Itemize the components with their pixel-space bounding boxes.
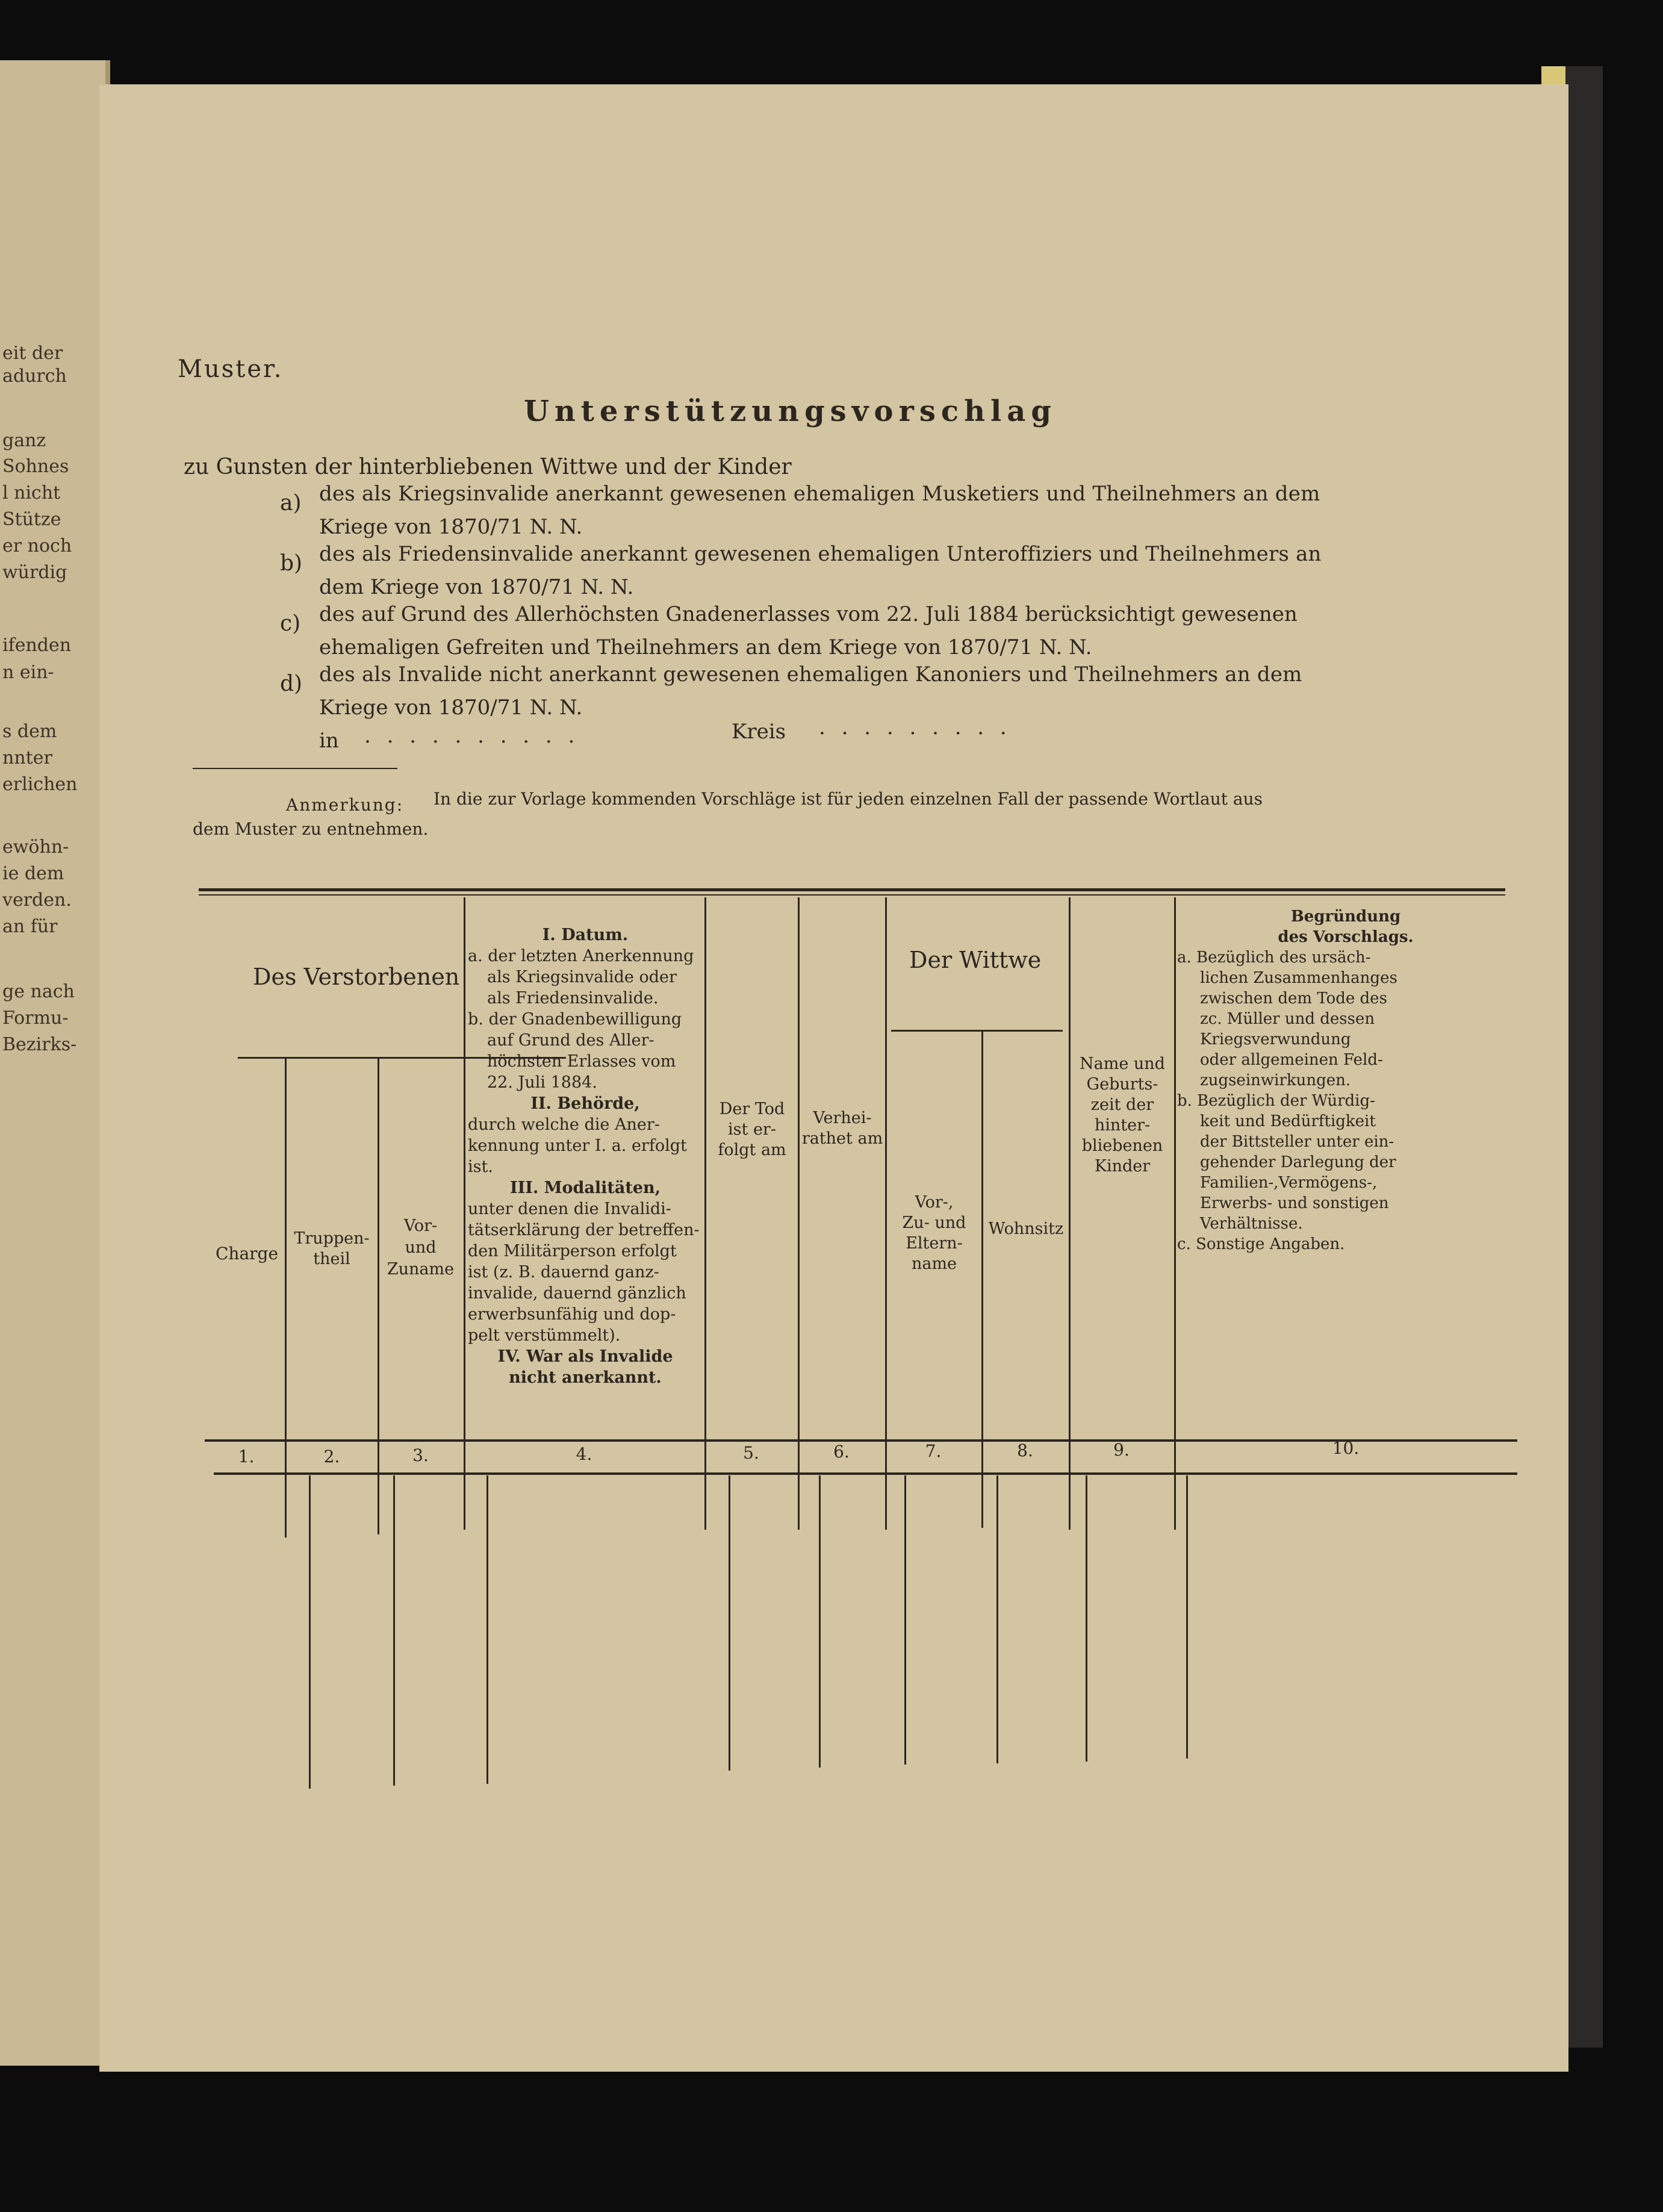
header-line: zugseinwirkungen. — [1200, 1071, 1351, 1089]
body-col-divider — [1086, 1475, 1087, 1762]
item-line: dem Kriege von 1870/71 N. N. — [319, 575, 634, 599]
section-heading: IV. War als Invalide — [497, 1347, 673, 1366]
body-col-divider — [393, 1475, 395, 1786]
left-fragment: nnter — [2, 747, 52, 768]
left-fragment: erlichen — [2, 774, 78, 795]
col-begruendung-header — [1177, 906, 1514, 1254]
left-fragment: eit der — [2, 343, 63, 364]
item-line: Kriege von 1870/71 N. N. — [319, 696, 583, 720]
group-rule-wittwe — [891, 1030, 1063, 1032]
section-heading: nicht anerkannt. — [509, 1368, 662, 1387]
header-line: zwischen dem Tode des — [1200, 989, 1387, 1008]
col-truppentheil-header — [286, 1229, 378, 1270]
header-line: name — [911, 1254, 957, 1273]
header-line: der Bittsteller unter ein- — [1200, 1133, 1394, 1151]
header-line: zeit der — [1090, 1095, 1154, 1114]
note-text: In die zur Vorlage kommenden Vorschläge ist für jeden einzelnen Fall der passende Wortlaut aus — [434, 789, 1263, 809]
item-line: ehemaligen Gefreiten und Theilnehmers an dem Kriege von 1870/71 N. N. — [319, 635, 1092, 659]
left-fragment: ganz — [2, 430, 46, 451]
header-line: höchsten Erlasses vom — [487, 1052, 676, 1071]
left-fragment: er noch — [2, 535, 72, 556]
left-page-edge — [0, 60, 110, 2066]
col-divider — [704, 897, 706, 1530]
left-fragment: Formu- — [2, 1008, 69, 1029]
header-line: folgt am — [718, 1141, 786, 1159]
left-fragment: an für — [2, 916, 58, 937]
document-page — [99, 84, 1568, 2072]
left-fragment: l nicht — [2, 482, 61, 503]
section-heading: Begründung — [1290, 908, 1401, 926]
header-line: bliebenen — [1081, 1136, 1163, 1155]
item-line: des als Invalide nicht anerkannt gewesenen ehemaligen Kanoniers und Theilnehmers an dem — [319, 662, 1302, 687]
table-top-rule — [199, 894, 1505, 896]
header-line: ist. — [468, 1157, 493, 1176]
left-fragment: verden. — [2, 889, 72, 911]
header-line: gehender Darlegung der — [1200, 1153, 1396, 1171]
book-cover-edge — [1565, 66, 1603, 2048]
section-heading: II. Behörde, — [530, 1094, 640, 1113]
body-col-divider — [309, 1475, 311, 1789]
column-number: 2. — [323, 1447, 340, 1466]
header-line: Familien-,Vermögens-, — [1200, 1174, 1378, 1192]
column-number: 6. — [833, 1442, 850, 1462]
col-verheirathet-header — [800, 1108, 885, 1149]
table-top-rule — [199, 888, 1505, 891]
body-col-divider — [819, 1475, 821, 1768]
item-line: des auf Grund des Allerhöchsten Gnadenerlasses vom 22. Juli 1884 berücksichtigt gewesenen — [319, 602, 1298, 626]
col-charge-header: Charge — [215, 1244, 279, 1263]
column-number: 7. — [925, 1441, 942, 1461]
header-line: oder allgemeinen Feld- — [1200, 1051, 1383, 1069]
header-line: c. Sonstige Angaben. — [1177, 1235, 1345, 1253]
body-col-divider — [1186, 1475, 1188, 1759]
header-line: b. Bezüglich der Würdig- — [1177, 1092, 1375, 1110]
left-fragment: ewöhn- — [2, 837, 69, 858]
header-line: lichen Zusammenhanges — [1200, 969, 1397, 987]
header-line: pelt verstümmelt). — [468, 1326, 621, 1345]
header-line: Eltern- — [906, 1234, 963, 1253]
header-line: Verhältnisse. — [1200, 1215, 1303, 1233]
note-text: dem Muster zu entnehmen. — [193, 819, 429, 839]
left-fragment: adurch — [2, 366, 67, 387]
body-col-divider — [486, 1475, 488, 1784]
group-header-verstorbenen: Des Verstorbenen — [253, 964, 460, 990]
header-line: Name und — [1080, 1055, 1165, 1073]
column-number: 3. — [412, 1445, 429, 1465]
col-wohnsitz-header: Wohnsitz — [988, 1220, 1064, 1238]
col-eltern-header — [887, 1192, 981, 1274]
col-divider — [1174, 897, 1176, 1530]
left-fragment: Sohnes — [2, 456, 69, 477]
section-heading: des Vorschlags. — [1278, 928, 1414, 946]
column-number: 9. — [1113, 1440, 1130, 1460]
header-line: tätserklärung der betreffen- — [468, 1221, 700, 1239]
left-fragment: n ein- — [2, 662, 54, 683]
header-line: Vor- — [403, 1217, 438, 1235]
column-number: 8. — [1017, 1441, 1033, 1460]
col-kinder-header — [1071, 1054, 1174, 1177]
header-line: ist (z. B. dauernd ganz- — [468, 1263, 659, 1282]
body-col-divider — [996, 1475, 998, 1763]
col-name-header — [378, 1215, 464, 1280]
header-line: und — [405, 1238, 437, 1257]
header-line: theil — [313, 1250, 350, 1268]
header-line: als Kriegsinvalide oder — [487, 968, 677, 986]
body-col-divider — [729, 1475, 730, 1771]
col-datum-header — [468, 924, 703, 1388]
header-line: durch welche die Aner- — [468, 1115, 660, 1134]
header-line: unter denen die Invalidi- — [468, 1200, 671, 1218]
column-number: 5. — [743, 1443, 759, 1463]
left-fragment: würdig — [2, 562, 67, 583]
item-letter: d) — [280, 671, 303, 696]
section-heading: I. Datum. — [542, 926, 629, 944]
intro-line: zu Gunsten der hinterbliebenen Wittwe und der Kinder — [184, 455, 792, 479]
header-line: a. Bezüglich des ursäch- — [1177, 949, 1371, 967]
header-line: Der Tod — [719, 1100, 785, 1118]
location-in: in — [319, 729, 339, 753]
header-line: keit und Bedürftigkeit — [1200, 1112, 1376, 1130]
column-number: 1. — [238, 1447, 255, 1466]
header-line: Kinder — [1094, 1157, 1151, 1176]
header-line: ist er- — [728, 1120, 776, 1139]
item-line: des als Friedensinvalide anerkannt gewesenen ehemaligen Unteroffiziers und Theilnehmers an — [319, 542, 1322, 566]
left-fragment: ifenden — [2, 635, 72, 656]
location-dots: . . . . . . . . . . — [364, 724, 580, 748]
left-fragment: Bezirks- — [2, 1034, 77, 1055]
left-fragment: s dem — [2, 721, 57, 742]
header-line: Truppen- — [294, 1229, 370, 1248]
header-line: zc. Müller und dessen — [1200, 1010, 1375, 1028]
column-number: 10. — [1332, 1438, 1360, 1458]
col-divider — [1069, 897, 1071, 1530]
header-line: a. der letzten Anerkennung — [468, 947, 694, 965]
item-line: Kriege von 1870/71 N. N. — [319, 515, 583, 539]
header-line: den Militärperson erfolgt — [468, 1242, 677, 1260]
header-line: Kriegsverwundung — [1200, 1030, 1351, 1048]
header-line: invalide, dauernd gänzlich — [468, 1284, 686, 1303]
group-header-wittwe: Der Wittwe — [909, 947, 1042, 973]
item-letter: b) — [280, 551, 303, 576]
header-line: Geburts- — [1086, 1075, 1158, 1094]
numbers-bottom-rule — [214, 1472, 1517, 1475]
header-line: auf Grund des Aller- — [487, 1031, 654, 1050]
col-divider — [798, 897, 800, 1530]
section-heading: III. Modalitäten, — [509, 1179, 661, 1197]
location-dots: . . . . . . . . . — [819, 715, 1012, 740]
item-letter: a) — [280, 491, 302, 516]
header-line: 22. Juli 1884. — [487, 1073, 597, 1092]
header-line: erwerbsunfähig und dop- — [468, 1305, 676, 1324]
column-number: 4. — [576, 1444, 592, 1464]
header-line: hinter- — [1094, 1116, 1151, 1135]
note-separator — [193, 768, 397, 769]
header-line: Zuname — [387, 1260, 455, 1279]
body-col-divider — [904, 1475, 906, 1765]
muster-label: Muster. — [178, 355, 284, 383]
header-line: als Friedensinvalide. — [487, 989, 659, 1008]
header-line: Zu- und — [902, 1213, 966, 1232]
header-line: Erwerbs- und sonstigen — [1200, 1194, 1389, 1212]
note-label: Anmerkung: — [286, 795, 404, 815]
left-fragment: ie dem — [2, 863, 64, 884]
item-letter: c) — [280, 611, 301, 636]
header-line: Verhei- — [813, 1109, 872, 1127]
left-fragment: ge nach — [2, 981, 75, 1002]
col-tod-header — [706, 1099, 798, 1161]
left-fragment: Stütze — [2, 509, 61, 530]
col-divider — [464, 897, 465, 1530]
header-line: b. der Gnadenbewilligung — [468, 1010, 682, 1029]
header-line: kennung unter I. a. erfolgt — [468, 1136, 687, 1155]
header-line: Vor-, — [915, 1193, 954, 1212]
document-title: Unterstützungsvorschlag — [524, 394, 1057, 428]
header-line: rathet am — [801, 1129, 883, 1148]
location-kreis: Kreis — [732, 720, 786, 744]
item-line: des als Kriegsinvalide anerkannt gewesenen ehemaligen Musketiers und Theilnehmers an dem — [319, 482, 1320, 506]
